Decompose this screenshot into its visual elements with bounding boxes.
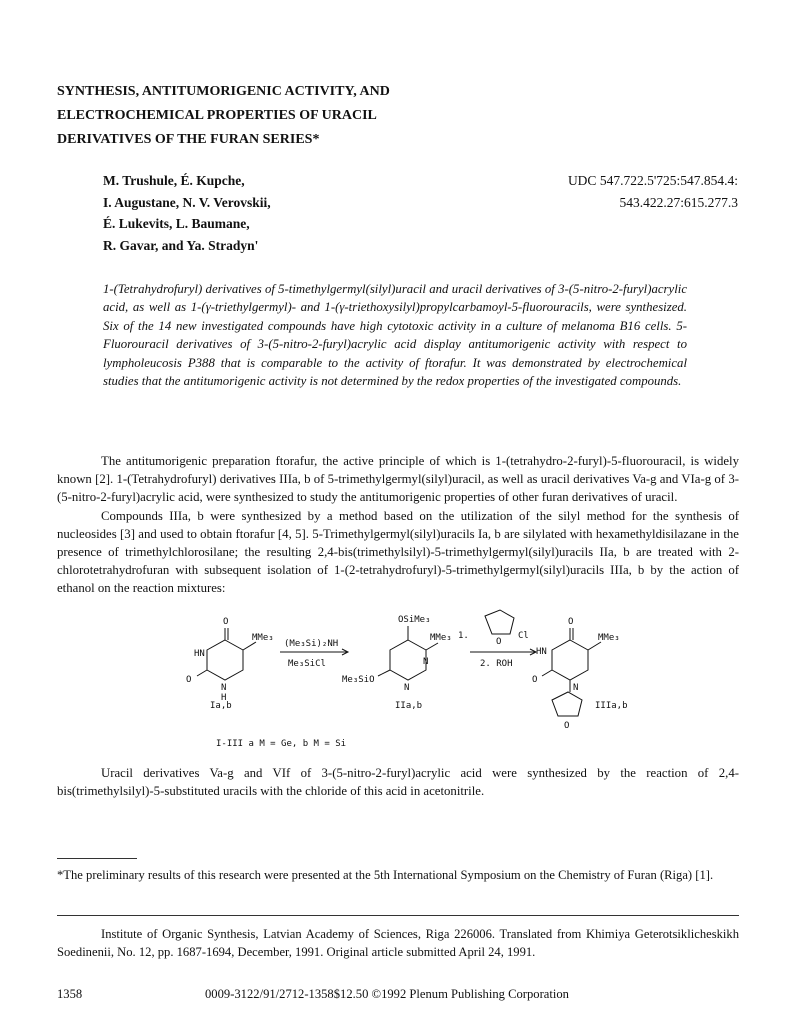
atom-label: N [404, 683, 410, 693]
thf-ring-reagent [485, 610, 514, 634]
page-number: 1358 [57, 987, 83, 1001]
udc-line: 543.422.27:615.277.3 [619, 194, 738, 210]
substituent-label: MMe₃ [252, 633, 274, 643]
bond [426, 643, 438, 650]
compound-label: Ia,b [210, 701, 232, 711]
udc-code [568, 170, 738, 213]
atom-label: O [568, 617, 574, 627]
atom-label: O [564, 721, 570, 731]
footnote-rule [57, 858, 137, 859]
atom-label: HN [194, 649, 205, 659]
ring-II [390, 640, 429, 680]
title-line: ELECTROCHEMICAL PROPERTIES OF URACIL [57, 108, 377, 123]
atom-label: HN [536, 647, 547, 657]
scheme-legend: I-III a M = Ge, b M = Si [216, 739, 347, 749]
author-list [103, 170, 271, 256]
step-label: 2. ROH [480, 659, 513, 669]
bond [588, 642, 601, 650]
ring-III [552, 640, 588, 680]
atom-label: O [186, 675, 192, 685]
bond [197, 670, 207, 676]
bond [378, 670, 390, 676]
paragraph: Uracil derivatives Va-g and VIf of 3-(5-nitro-2-furyl)acrylic acid were synthesized by the reaction of 2,4-bis(trimethylsilyl)-5-substituted uracils with the chloride of this acid in acetonitrile. [57, 766, 739, 799]
atom-label: Cl [518, 631, 529, 641]
paragraph: The antitumorigenic preparation ftorafur, the active principle of which is 1-(tetrahydro-2-furyl)-5-fluorouracil, is widely known [2]. 1-(Tetrahydrofuryl) derivatives IIIa, b of 5-trimethylgermyl(silyl)uracil, as well as uracil derivatives Va-g and VIa-g of 3-(5-nitro-2-furyl)acrylic acid, were synthesized to study the antitumorigenic properties of other furan derivatives of uracil. [57, 454, 739, 505]
author-line: É. Lukevits, L. Baumane, [103, 216, 250, 231]
substituent-label: Me₃SiO [342, 675, 375, 685]
substituent-label: OSiMe₃ [398, 615, 431, 625]
author-line: M. Trushule, É. Kupche, [103, 173, 245, 188]
body-text [57, 452, 739, 598]
atom-label: H [221, 693, 227, 703]
title-line: DERIVATIVES OF THE FURAN SERIES* [57, 132, 320, 147]
atom-label: N [573, 683, 579, 693]
footnote: *The preliminary results of this research were presented at the 5th International Symposium on the Chemistry of Furan (Riga) [1]. [57, 868, 714, 882]
atom-label: N [423, 657, 429, 667]
atom-label: N [221, 683, 227, 693]
body-text [57, 764, 739, 800]
affiliation-note: Institute of Organic Synthesis, Latvian Academy of Sciences, Riga 226006. Translated from Khimiya Geterotsiklicheskikh Soedinenii, No. 12, pp. 1687-1694, December, 1991. Original article submitted April 24, 1991. [57, 927, 739, 959]
author-line: R. Gavar, and Ya. Stradyn' [103, 237, 259, 253]
reagent-label: (Me₃Si)₂NH [284, 639, 339, 649]
compound-label: IIIa,b [595, 701, 628, 711]
abstract: 1-(Tetrahydrofuryl) derivatives of 5-timethylgermyl(silyl)uracil and uracil derivatives of 3-(5-nitro-2-furyl)acrylic acid, as well as 1-(γ-triethylgermyl)- and 1-(γ-triethoxysilyl)propylcarbamoyl-5-fluorouracils, were synthesized. Six of the 14 new investigated compounds have high cytotoxic activity in a culture of melanoma B16 cells. 5-Fluorouracil derivatives of 3-(5-nitro-2-furyl)acrylic acid display antitumorigenic activity with respect to lympholeucosis P388 that is comparable to the activity of ftorafur. It was demonstrated by electrochemical studies that the antitumorigenic activity is not determined by the redox properties of the investigated compounds. [103, 282, 687, 389]
atom-label: O [223, 617, 229, 627]
affiliation-rule [57, 915, 739, 916]
compound-label: IIa,b [395, 701, 423, 711]
publication-info: 0009-3122/91/2712-1358$12.50 ©1992 Plenum Publishing Corporation [205, 987, 569, 1001]
atom-label: O [532, 675, 538, 685]
udc-line: UDC 547.722.5'725:547.854.4: [567, 173, 738, 188]
reaction-scheme [180, 608, 640, 758]
bond [243, 642, 256, 650]
substituent-label: MMe₃ [598, 633, 620, 643]
thf-ring-product [552, 692, 582, 716]
article-title [57, 80, 617, 152]
step-label: 1. [458, 631, 469, 641]
bond [542, 670, 552, 676]
ring-I [207, 640, 243, 680]
author-line: I. Augustane, N. V. Verovskii, [103, 194, 271, 210]
atom-label: O [496, 637, 502, 647]
title-line: SYNTHESIS, ANTITUMORIGENIC ACTIVITY, AND [57, 84, 390, 99]
paragraph: Compounds IIIa, b were synthesized by a method based on the utilization of the silyl method for the synthesis of nucleosides [3] and used to obtain ftorafur [4, 5]. 5-Trimethylgermyl(silyl)uracils Ia, b are silylated with hexamethyldisilazane in the presence of trimethylchlorosilane; the resulting 2,4-bis(trimethylsilyl)-5-trimethylgermyl(silyl)uracils IIa, b are treated with 2-chlorotetrahydrofuran with subsequent isolation of 1-(2-tetrahydrofuryl)-5-trimethylgermyl(silyl)uracils IIIa, b by the action of ethanol on the reaction mixtures: [57, 508, 739, 596]
reagent-label: Me₃SiCl [288, 659, 326, 669]
substituent-label: MMe₃ [430, 633, 452, 643]
